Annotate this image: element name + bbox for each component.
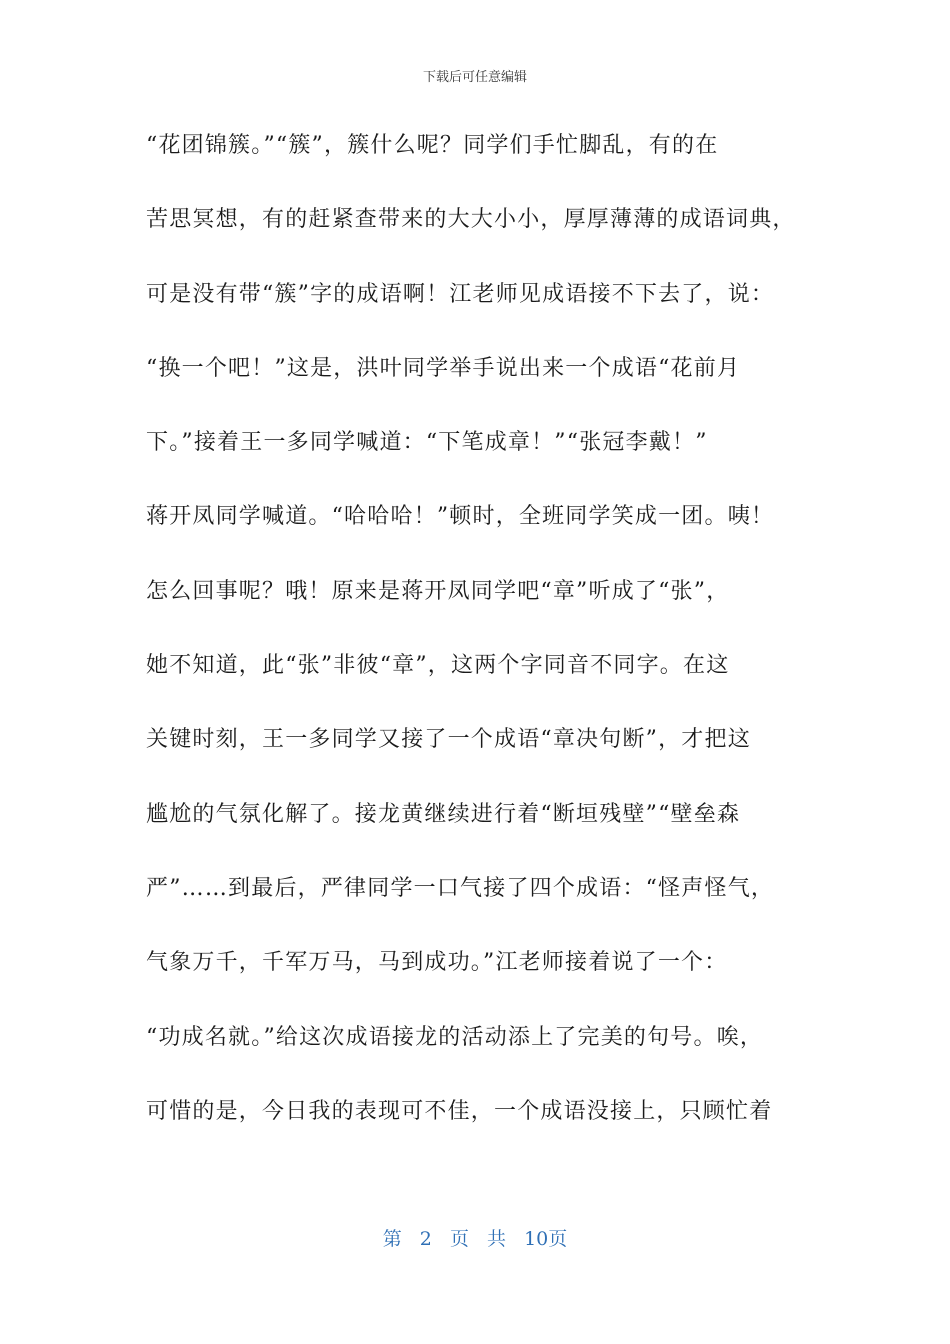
page-number-footer (0, 1224, 950, 1251)
text-line: 苦思冥想，有的赶紧查带来的大大小小，厚厚薄薄的成语词典， (146, 207, 796, 233)
text-line: “功成名就。”给这次成语接龙的活动添上了完美的句号。唉， (146, 1024, 764, 1050)
text-line: 气象万千，千军万马，马到成功。”江老师接着说了一个： (146, 950, 728, 976)
document-body (146, 124, 806, 1164)
footer-current-page: 2 (419, 1228, 432, 1250)
text-line: 蒋开凤同学喊道。“哈哈哈！”顿时，全班同学笑成一团。咦！ (146, 504, 775, 530)
footer-total-pages: 10页 (524, 1228, 568, 1250)
text-line: “花团锦簇。”“簇”，簇什么呢？同学们手忙脚乱，有的在 (146, 133, 719, 158)
text-line: 尴尬的气氛化解了。接龙黄继续进行着“断垣残壁”“壁垒森 (146, 801, 741, 827)
footer-prefix: 第 (382, 1228, 402, 1250)
text-line: 下。”接着王一多同学喊道：“下笔成章！”“张冠李戴！” (146, 430, 708, 456)
text-line: “换一个吧！”这是，洪叶同学举手说出来一个成语“花前月 (146, 355, 741, 381)
page-header-note: 下载后可任意编辑 (422, 70, 527, 85)
text-line: 她不知道，此“张”非彼“章”，这两个字同音不同字。在这 (146, 653, 730, 679)
footer-total-word: 共 (487, 1228, 507, 1250)
text-line: 怎么回事呢？哦！原来是蒋开凤同学吧“章”听成了“张”， (146, 578, 730, 604)
text-line: 关键时刻，王一多同学又接了一个成语“章决句断”，才把这 (146, 727, 751, 753)
text-line: 严”……到最后，严律同学一口气接了四个成语：“怪声怪气， (146, 875, 775, 901)
footer-page-word: 页 (449, 1228, 469, 1250)
text-line: 可是没有带“簇”字的成语啊！江老师见成语接不下去了，说： (146, 281, 775, 307)
text-line: 可惜的是，今日我的表现可不佳，一个成语没接上，只顾忙着 (146, 1098, 773, 1124)
